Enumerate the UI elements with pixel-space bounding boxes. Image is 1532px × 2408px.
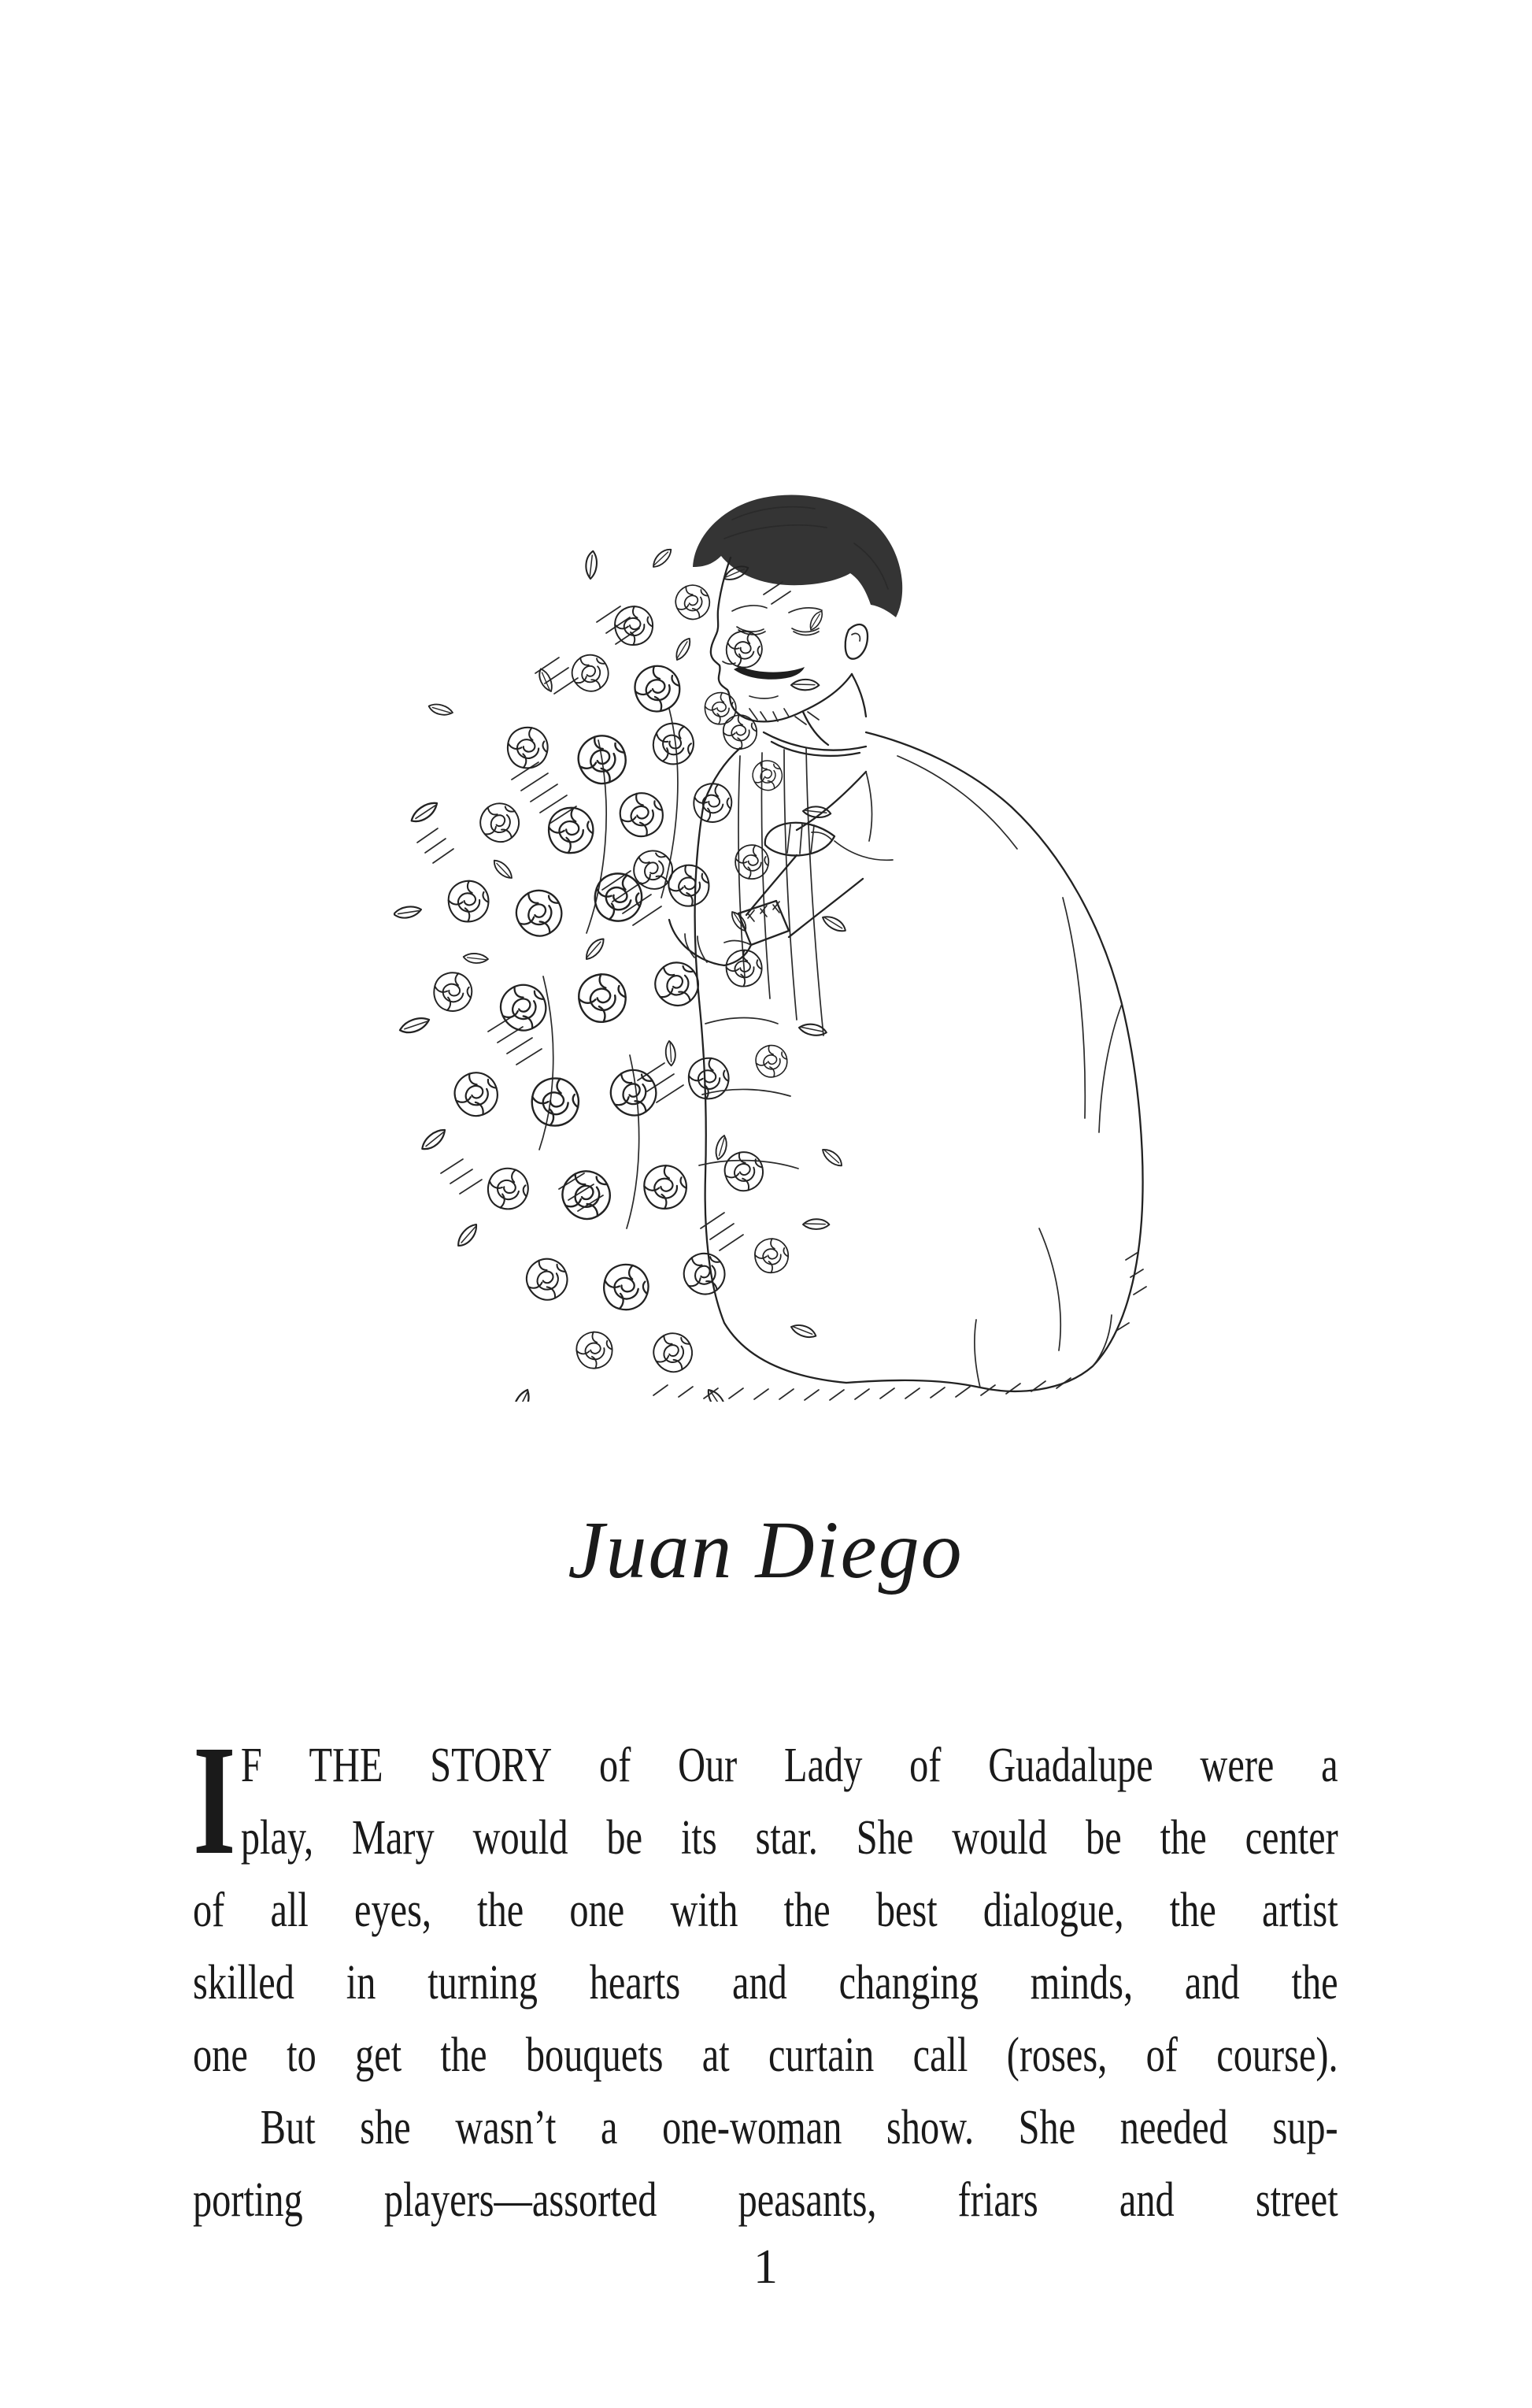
- word: needed: [1119, 2101, 1228, 2154]
- word: its: [680, 1811, 717, 1865]
- word: artist: [1261, 1884, 1338, 1937]
- drop-cap-box: [193, 1713, 241, 1888]
- word: Our: [678, 1739, 738, 1792]
- page-number: 1: [753, 2240, 778, 2294]
- word: the: [1169, 1884, 1216, 1937]
- word: the: [783, 1884, 831, 1937]
- word: of: [193, 1884, 225, 1937]
- word: get: [355, 2028, 402, 2082]
- word: play,: [240, 1811, 314, 1865]
- word: porting: [193, 2173, 303, 2227]
- word: the: [440, 2028, 487, 2082]
- word: call: [912, 2028, 968, 2082]
- word: to: [287, 2028, 316, 2082]
- word: F: [240, 1739, 262, 1792]
- word: the: [1291, 1956, 1338, 2010]
- word: all: [270, 1884, 309, 1937]
- word: of: [909, 1739, 942, 1792]
- word: dialogue,: [982, 1884, 1124, 1937]
- word: hearts: [589, 1956, 681, 2010]
- chapter-title: Juan Diego: [568, 1505, 964, 1595]
- word: (roses,: [1006, 2028, 1108, 2082]
- word: be: [606, 1811, 643, 1865]
- text-line: [241, 1802, 1338, 1874]
- word: the: [477, 1884, 524, 1937]
- word: curtain: [768, 2028, 875, 2082]
- word: She: [1018, 2101, 1076, 2154]
- word: one: [193, 2028, 248, 2082]
- word: course).: [1216, 2028, 1338, 2082]
- word: She: [856, 1811, 914, 1865]
- word: best: [875, 1884, 938, 1937]
- text-line: [193, 1874, 1338, 1947]
- drop-cap-row: [193, 1713, 1338, 1888]
- word: would: [472, 1811, 568, 1865]
- word: in: [346, 1956, 376, 2010]
- word: star.: [755, 1811, 818, 1865]
- word: would: [952, 1811, 1048, 1865]
- word: wasn’t: [455, 2101, 557, 2154]
- word: one: [569, 1884, 625, 1937]
- drop-cap: I: [193, 1713, 236, 1888]
- word: sup-: [1272, 2101, 1338, 2154]
- word: be: [1086, 1811, 1122, 1865]
- word: STORY: [430, 1739, 553, 1792]
- word: and: [732, 1956, 787, 2010]
- illustration-svg: [394, 472, 1189, 1402]
- word: and: [1119, 2173, 1175, 2227]
- word: THE: [309, 1739, 383, 1792]
- word: of: [1145, 2028, 1178, 2082]
- word: turning: [427, 1956, 538, 2010]
- drop-cap-lines: [241, 1729, 1338, 1874]
- text-line: [193, 2019, 1338, 2091]
- word: Guadalupe: [988, 1739, 1153, 1792]
- word: minds,: [1030, 1956, 1134, 2010]
- word: a: [1321, 1739, 1338, 1792]
- word: players—assorted: [383, 2173, 657, 2227]
- word: eyes,: [353, 1884, 432, 1937]
- word: the: [1160, 1811, 1207, 1865]
- word: of: [599, 1739, 631, 1792]
- word: changing: [838, 1956, 979, 2010]
- text-line: [241, 1729, 1338, 1802]
- word: at: [701, 2028, 730, 2082]
- text-line: [193, 2091, 1338, 2164]
- text-line: [193, 1947, 1338, 2019]
- paragraph-lines: [193, 1874, 1338, 2236]
- word: friars: [957, 2173, 1038, 2227]
- body-text: [193, 1713, 1338, 2236]
- word: peasants,: [738, 2173, 877, 2227]
- word: Lady: [784, 1739, 863, 1792]
- word: a: [601, 2101, 618, 2154]
- word: with: [670, 1884, 738, 1937]
- text-line: [193, 2164, 1338, 2236]
- word: bouquets: [525, 2028, 664, 2082]
- illustration-juan-diego: [394, 472, 1189, 1402]
- word: street: [1255, 2173, 1338, 2227]
- word: show.: [886, 2101, 975, 2154]
- word: But: [260, 2101, 316, 2154]
- word: Mary: [351, 1811, 435, 1865]
- word: she: [360, 2101, 411, 2154]
- word: center: [1245, 1811, 1338, 1865]
- kneeling-man: [669, 495, 1146, 1391]
- word: and: [1184, 1956, 1240, 2010]
- word: one-woman: [662, 2101, 842, 2154]
- word: skilled: [193, 1956, 294, 2010]
- word: were: [1200, 1739, 1275, 1792]
